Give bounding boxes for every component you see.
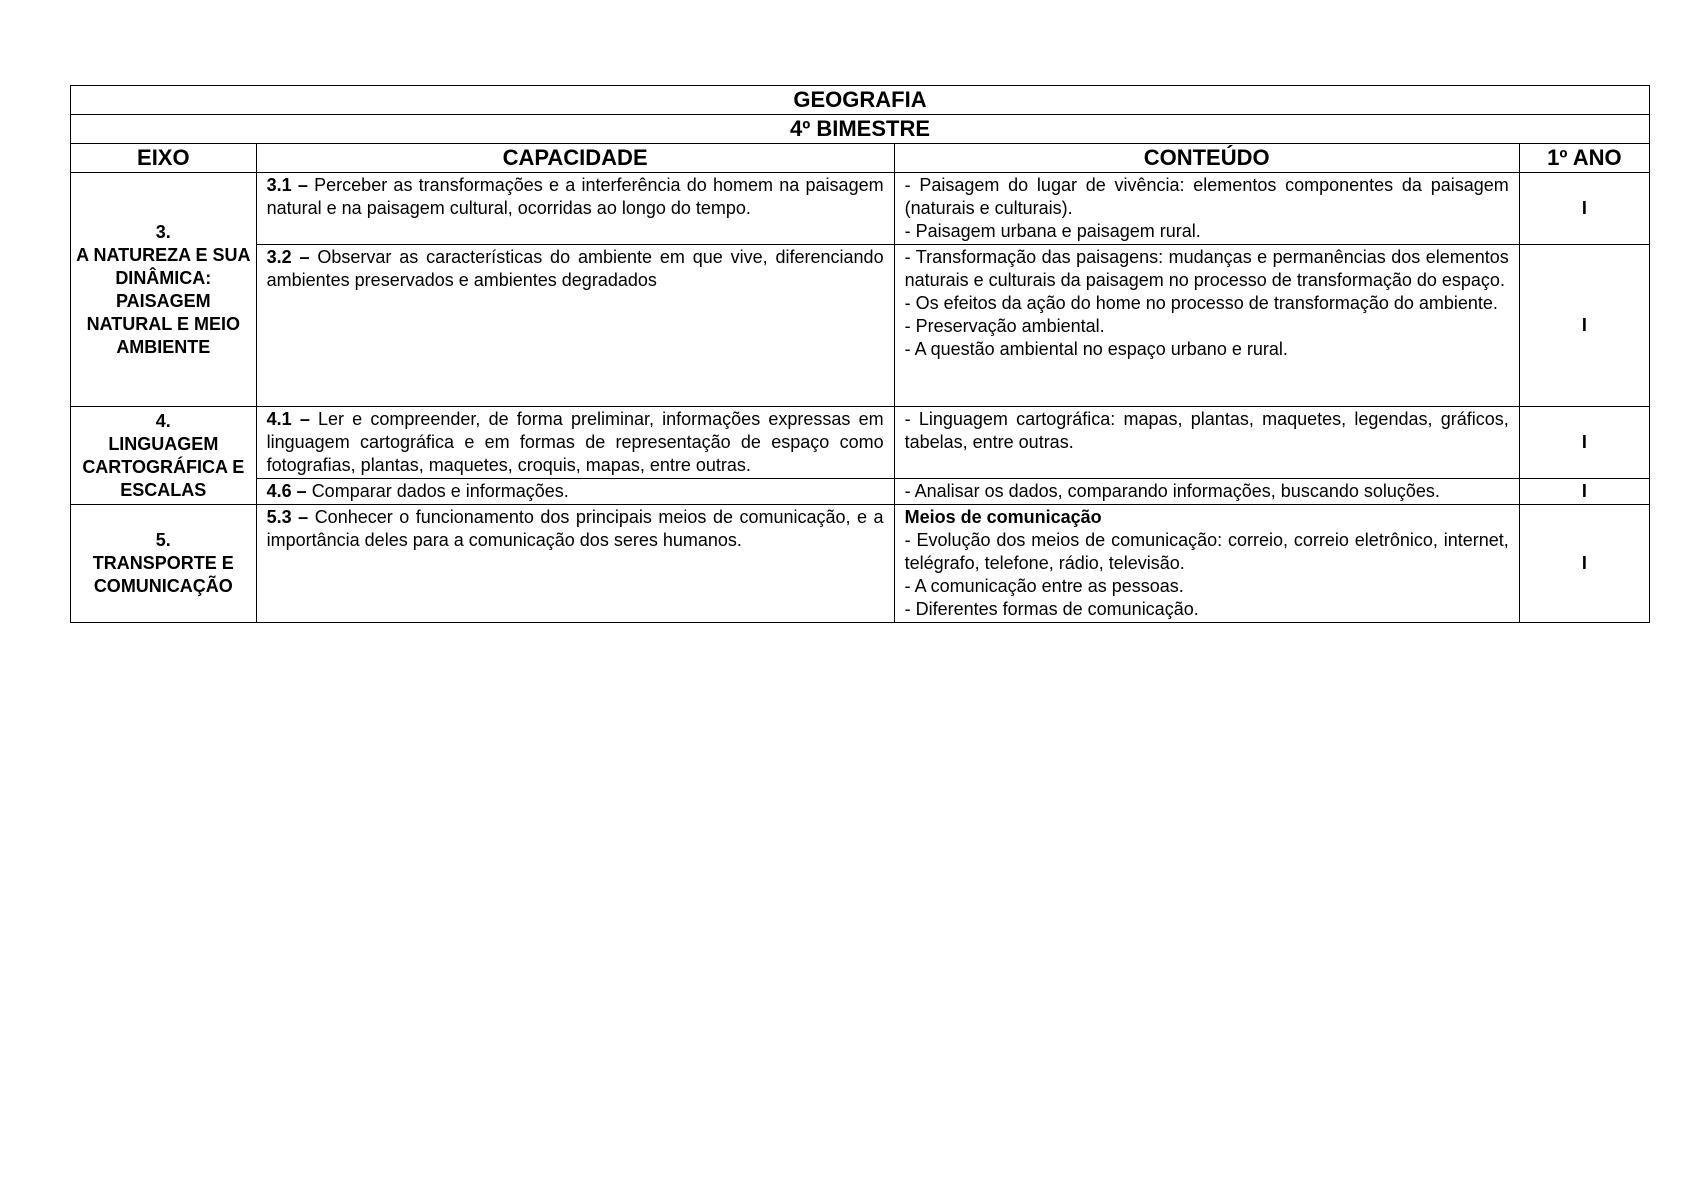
capacidade-text: Comparar dados e informações. [311,481,569,501]
capacidade-text: Ler e compreender, de forma preliminar, informações expressas em linguagem cartográfica e em formas de representação de espaço como fotografias, plantas, maquetes, croquis, mapas, entre outras. [266,409,884,475]
table-title: GEOGRAFIA [71,86,1650,115]
conteudo-line: - A questão ambiental no espaço urbano e rural. [904,339,1288,359]
header-conteudo: CONTEÚDO [894,144,1519,173]
capacidade-cell [256,173,894,245]
capacidade-cell [256,479,894,505]
capacidade-text: Observar as características do ambiente em que vive, diferenciando ambientes preservados e ambientes degradados [266,247,884,290]
eixo-name: TRANSPORTE E COMUNICAÇÃO [92,553,234,596]
table-row [71,407,1650,479]
conteudo-line: - Transformação das paisagens: mudanças e permanências dos elementos naturais e culturais da paisagem no processo de transformação do espaço. [904,247,1509,290]
eixo-cell [71,505,257,623]
eixo-name: A NATUREZA E SUA DINÂMICA: PAISAGEM NATURAL E MEIO AMBIENTE [76,244,251,357]
header-eixo: EIXO [71,144,257,173]
capacidade-cell [256,245,894,407]
table-row [71,479,1650,505]
subtitle-row [71,115,1650,144]
ano-cell: I [1519,407,1649,479]
table-row [71,505,1650,623]
conteudo-line: - Linguagem cartográfica: mapas, plantas, maquetes, legendas, gráficos, tabelas, entre outras. [904,409,1509,452]
capacidade-cell [256,407,894,479]
ano-cell: I [1519,505,1649,623]
conteudo-line: - Preservação ambiental. [904,316,1105,336]
capacidade-code: 3.1 – [266,175,308,195]
eixo-number: 4. [155,410,171,431]
eixo-number: 5. [155,530,171,550]
conteudo-line: - Paisagem urbana e paisagem rural. [904,221,1201,241]
ano-cell: I [1519,173,1649,245]
title-row [71,86,1650,115]
eixo-cell [71,407,257,505]
conteudo-cell [894,245,1519,407]
conteudo-cell [894,407,1519,479]
capacidade-code: 3.2 – [266,247,310,267]
curriculum-table [70,85,1650,623]
conteudo-cell [894,505,1519,623]
conteudo-line: - Os efeitos da ação do home no processo de transformação do ambiente. [904,293,1498,313]
ano-cell: I [1519,479,1649,505]
conteudo-line: - A comunicação entre as pessoas. [904,576,1184,596]
ano-cell: I [1519,245,1649,407]
capacidade-text: Perceber as transformações e a interferência do homem na paisagem natural e na paisagem cultural, ocorridas ao longo do tempo. [266,175,884,218]
conteudo-line: - Analisar os dados, comparando informações, buscando soluções. [904,481,1440,501]
table-subtitle: 4º BIMESTRE [71,115,1650,144]
capacidade-code: 4.6 – [266,481,307,501]
header-capacidade: CAPACIDADE [256,144,894,173]
table-row [71,173,1650,245]
header-row [71,144,1650,173]
eixo-number: 3. [155,221,171,242]
table-row [71,245,1650,407]
capacidade-code: 5.3 – [266,507,309,527]
conteudo-cell [894,479,1519,505]
capacidade-text: Conhecer o funcionamento dos principais meios de comunicação, e a importância deles para a comunicação dos seres humanos. [266,507,884,550]
header-ano: 1º ANO [1519,144,1649,173]
conteudo-line: - Paisagem do lugar de vivência: elementos componentes da paisagem (naturais e culturais). [904,175,1509,218]
conteudo-cell [894,173,1519,245]
conteudo-line: - Evolução dos meios de comunicação: correio, correio eletrônico, internet, telégrafo, telefone, rádio, televisão. [904,530,1509,573]
conteudo-heading: Meios de comunicação [904,507,1102,527]
capacidade-code: 4.1 – [266,409,310,429]
eixo-cell [71,173,257,407]
capacidade-cell [256,505,894,623]
conteudo-line: - Diferentes formas de comunicação. [904,599,1199,619]
eixo-name: LINGUAGEM CARTOGRÁFICA E ESCALAS [82,433,245,500]
